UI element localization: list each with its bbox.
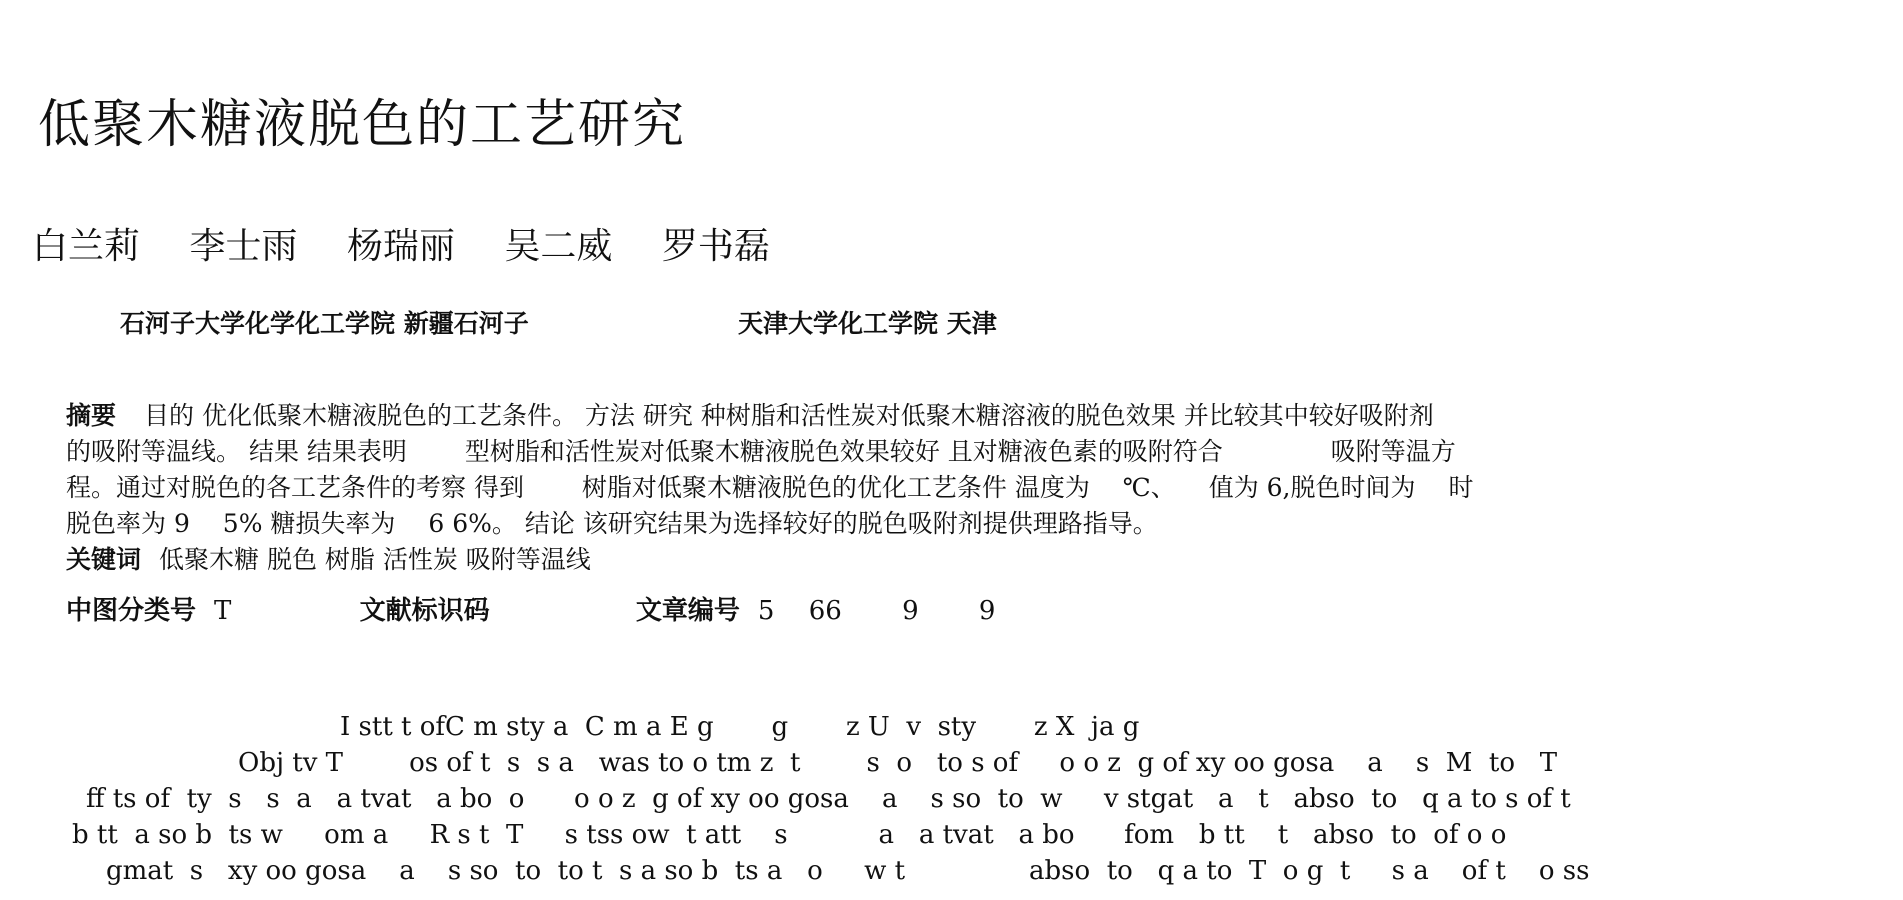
- english-abstract-line: b tt a so b ts w om a R s t T s tss ow t att s a a tvat a bo fom b tt t abso to of o o: [72, 820, 1507, 850]
- author-name: 吴二威: [504, 226, 613, 267]
- keywords-label: 关键词: [66, 545, 142, 574]
- author-list: [32, 218, 808, 269]
- chinese-abstract: [66, 398, 1796, 578]
- keywords-text: 低聚木糖 脱色 树脂 活性炭 吸附等温线: [159, 545, 591, 574]
- affiliation: 石河子大学化学化工学院 新疆石河子: [120, 309, 529, 338]
- author-name: 罗书磊: [661, 226, 770, 267]
- article-number-label: 文章编号: [635, 596, 740, 626]
- doc-code-label: 文献标识码: [359, 596, 490, 626]
- author-name: 白兰莉: [32, 226, 141, 267]
- abstract-line: [66, 398, 1796, 434]
- abstract-line: 的吸附等温线。 结果 结果表明 型树脂和活性炭对低聚木糖液脱色效果较好 且对糖液色素的吸附符合 吸附等温方: [66, 437, 1456, 466]
- english-abstract-line: ff ts of ty s s a a tvat a bo o o o z g of xy oo gosa a s so to w v stgat a t abso to q a to s of t: [86, 784, 1571, 814]
- abstract-label: 摘要: [66, 401, 117, 430]
- author-name: 杨瑞丽: [346, 226, 455, 267]
- classification-line: [66, 590, 995, 627]
- author-name: 李士雨: [189, 226, 298, 267]
- paper-title: 低聚木糖液脱色的工艺研究: [38, 95, 687, 155]
- english-affiliation-line: I stt t ofC m sty a C m a E g g z U v sty z X ja g: [340, 712, 1140, 742]
- keywords-line: [66, 542, 1796, 578]
- english-abstract-line: gmat s xy oo gosa a s so to to t s a so b ts a o w t abso to q a to T o g t s a of t o ss: [106, 856, 1590, 886]
- affiliation: 天津大学化工学院 天津: [738, 309, 997, 338]
- abstract-line: 程。通过对脱色的各工艺条件的考察 得到 树脂对低聚木糖液脱色的优化工艺条件 温度为 ℃、 值为 6,脱色时间为 时: [66, 473, 1474, 502]
- clc-label: 中图分类号: [66, 596, 197, 626]
- english-abstract-line: Obj tv T os of t s s a was to o tm z t s o to s of o o z g of xy oo gosa a s M to T: [238, 748, 1558, 778]
- clc-value: T: [214, 596, 232, 626]
- abstract-text: 目的 优化低聚木糖液脱色的工艺条件。 方法 研究 种树脂和活性炭对低聚木糖溶液的脱色效果 并比较其中较好吸附剂: [144, 401, 1434, 430]
- article-number-value: 5 66 9 9: [757, 596, 996, 626]
- abstract-line: 脱色率为 9 5% 糖损失率为 6 6%。 结论 该研究结果为选择较好的脱色吸附剂提供理路指导。: [66, 509, 1158, 538]
